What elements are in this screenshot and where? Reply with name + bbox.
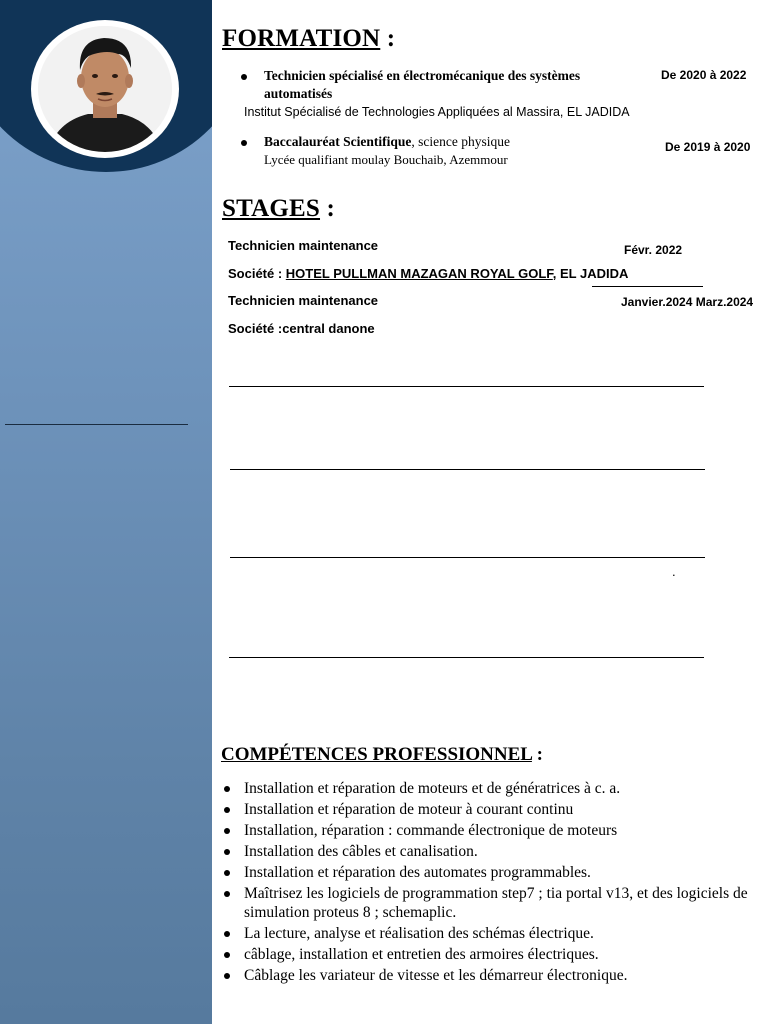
- list-item: Installation et réparation de moteurs et de génératrices à c. a.: [222, 779, 762, 798]
- formation-school-2: Lycée qualifiant moulay Bouchaib, Azemmour: [264, 152, 508, 167]
- competences-title: COMPÉTENCES PROFESSIONNEL :: [221, 744, 543, 765]
- formation-degree-2: Baccalauréat Scientifique, science physique: [264, 134, 510, 149]
- list-item: Installation, réparation : commande électronique de moteurs: [222, 821, 762, 840]
- formation-dates-2: De 2019 à 2020: [665, 140, 751, 154]
- stage-separator: [592, 286, 703, 287]
- blank-line-1: [229, 386, 704, 387]
- avatar: [38, 26, 172, 152]
- stages-title: STAGES :: [222, 195, 335, 222]
- stage-role-1: Technicien maintenance: [228, 238, 379, 253]
- formation-dates-1: De 2020 à 2022: [661, 68, 747, 82]
- blank-line-4: [229, 657, 704, 658]
- formation-degree-1-line2: automatisés: [264, 86, 333, 101]
- sidebar: [0, 0, 212, 1024]
- list-item: Maîtrisez les logiciels de programmation step7 ; tia portal v13, et des logiciels de simulation proteus 8 ; schemaplic.: [222, 884, 762, 922]
- stage-date-1: Févr. 2022: [624, 243, 683, 257]
- stage-company-1: Société : HOTEL PULLMAN MAZAGAN ROYAL GOLF, EL JADIDA: [228, 266, 629, 281]
- formation-degree-1: Technicien spécialisé en électromécanique des systèmes: [264, 68, 581, 83]
- list-item: Installation et réparation de moteur à courant continu: [222, 800, 762, 819]
- profile-photo-icon: [38, 26, 172, 152]
- list-item: câblage, installation et entretien des armoires électriques.: [222, 945, 762, 964]
- list-item: Installation des câbles et canalisation.: [222, 842, 762, 861]
- stage-date-2: Janvier.2024 Marz.2024: [621, 295, 754, 309]
- blank-line-2: [230, 469, 705, 470]
- list-item: Câblage les variateur de vitesse et les démarreur électronique.: [222, 966, 762, 985]
- blank-line-3: [230, 557, 705, 558]
- competences-list: [222, 779, 762, 987]
- formation-title: FORMATION :: [222, 25, 396, 52]
- formation-bullet-2: [241, 140, 247, 146]
- list-item: Installation et réparation des automates programmables.: [222, 863, 762, 882]
- stage-company-2: Société :central danone: [228, 321, 375, 336]
- sidebar-divider: [5, 424, 188, 425]
- stage-role-2: Technicien maintenance: [228, 293, 379, 308]
- list-item: La lecture, analyse et réalisation des schémas électrique.: [222, 924, 762, 943]
- formation-bullet-1: [241, 74, 247, 80]
- stray-dot: .: [672, 564, 676, 579]
- formation-school-1: Institut Spécialisé de Technologies Appliquées al Massira, EL JADIDA: [244, 105, 630, 119]
